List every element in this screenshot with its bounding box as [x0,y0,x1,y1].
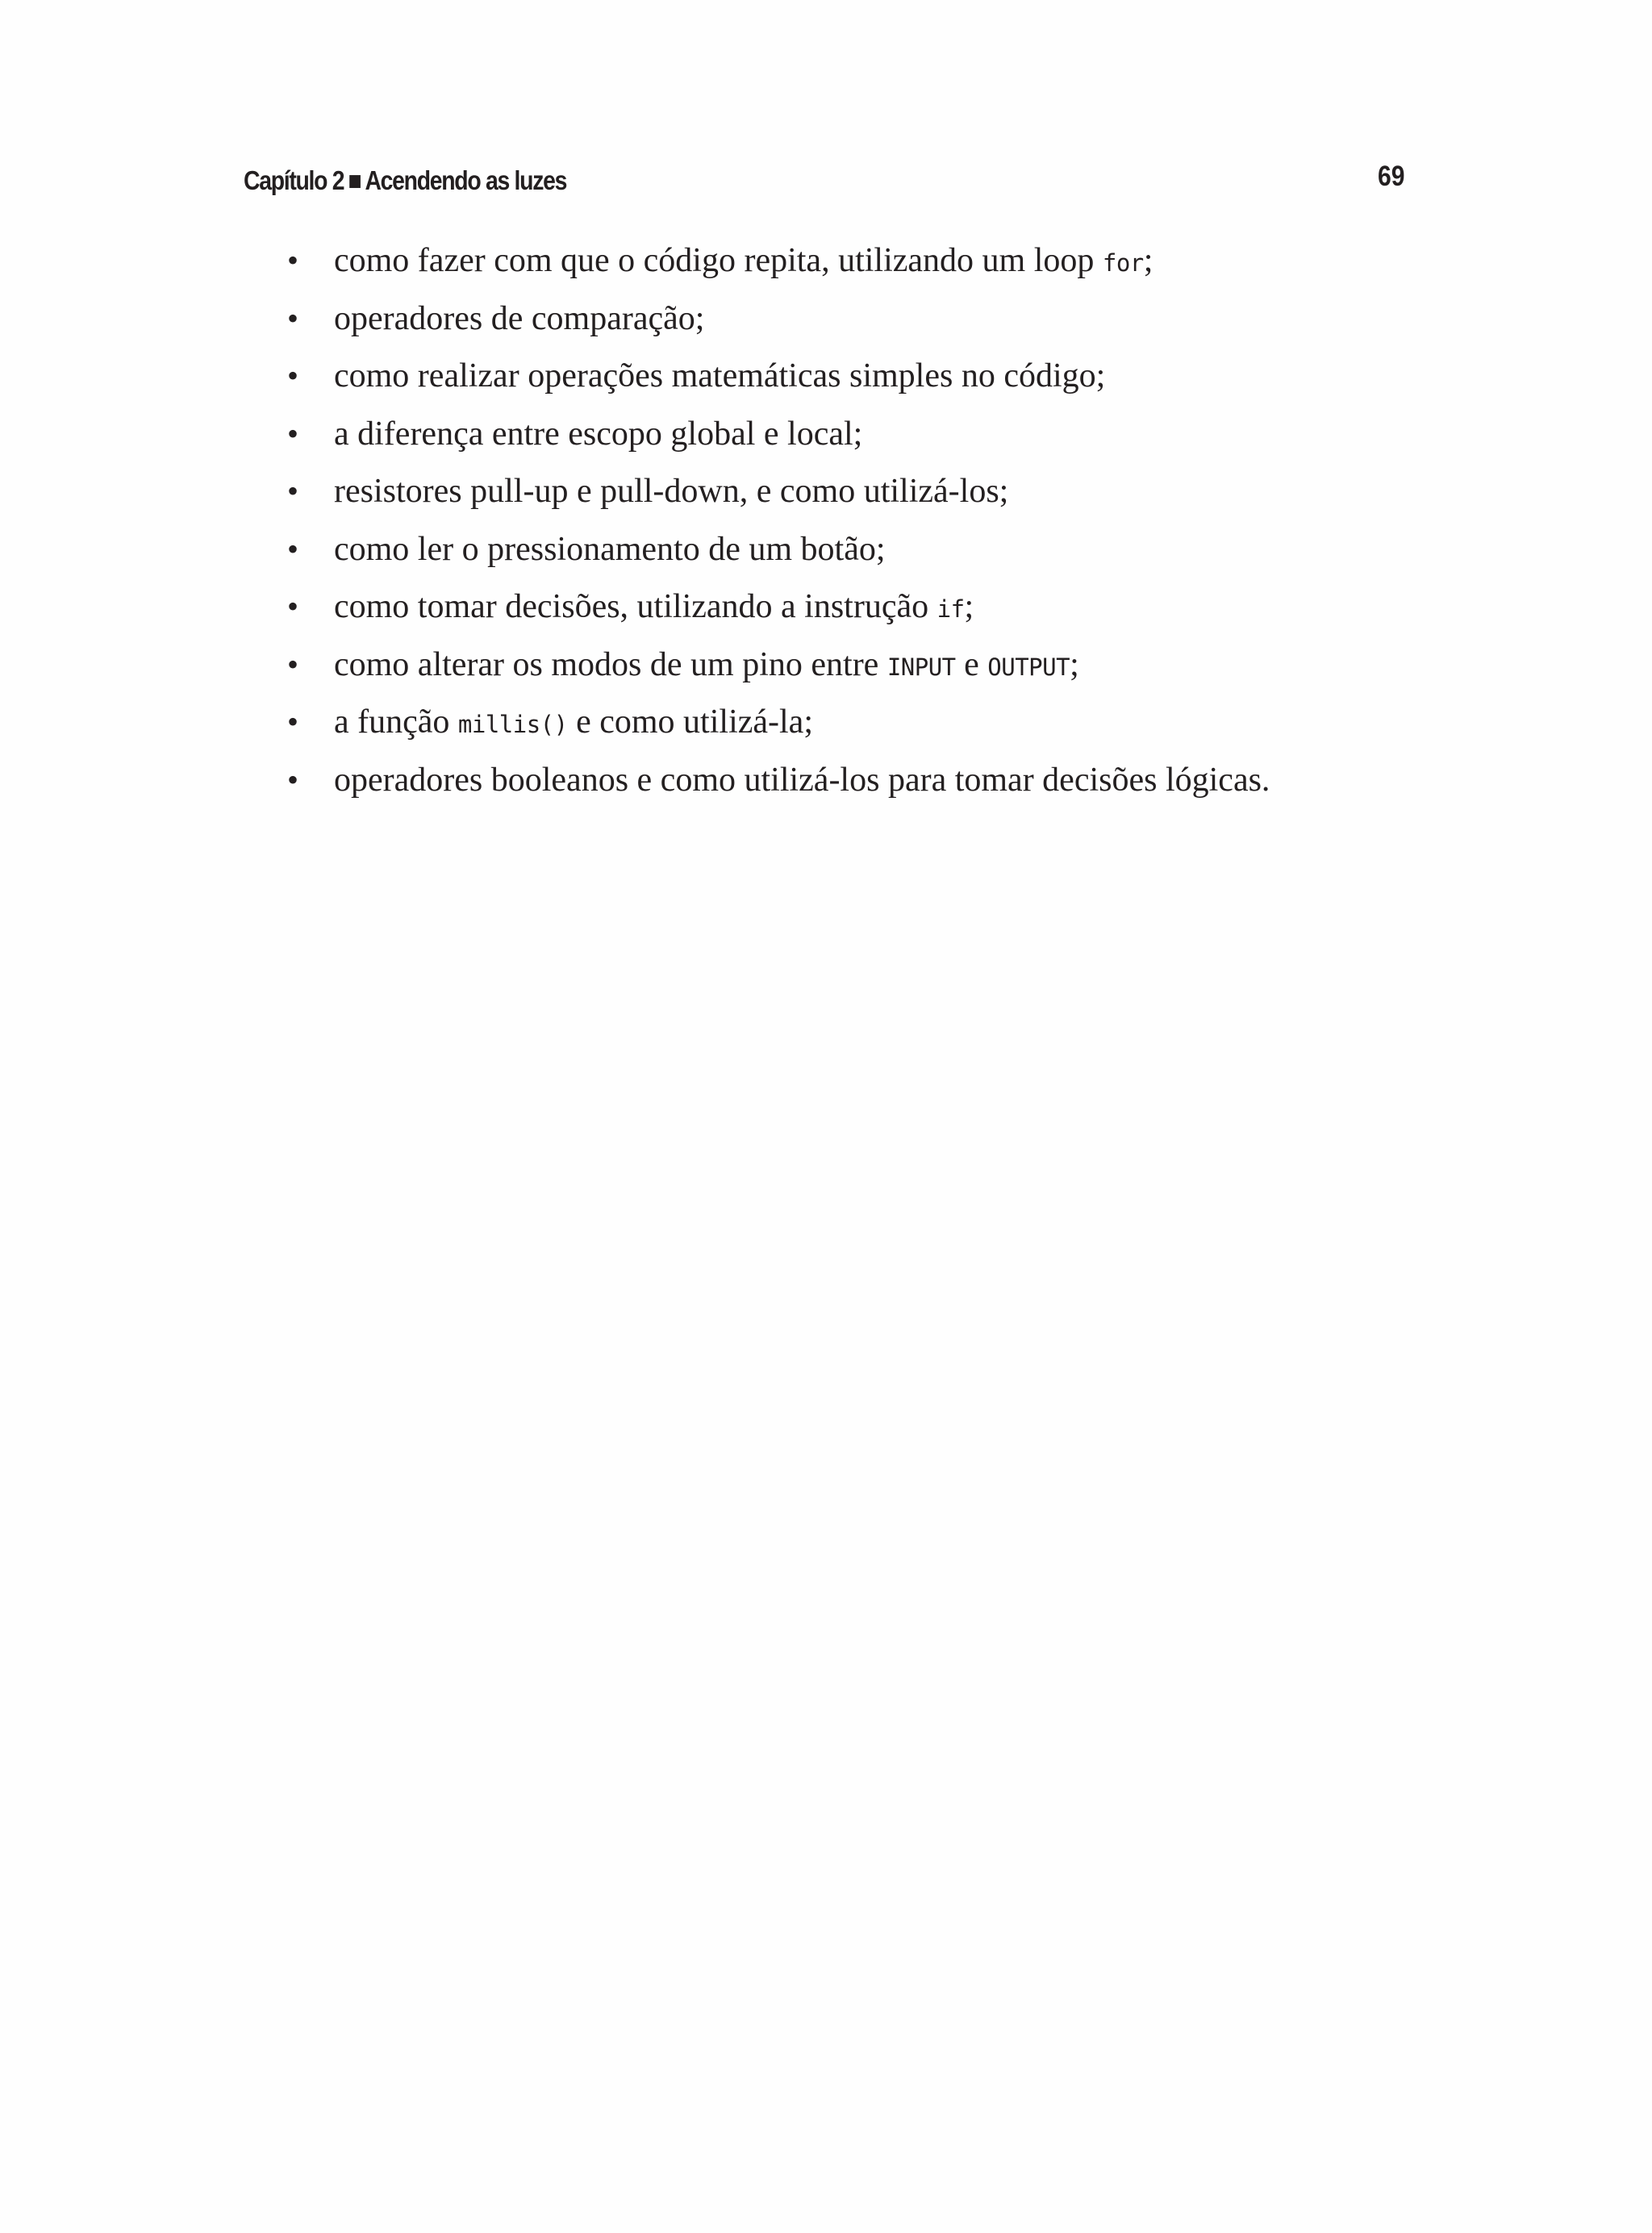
inline-code: if [937,595,965,623]
list-item: • como tomar decisões, utilizando a instrução if; [287,580,1270,638]
bullet-icon: • [287,299,299,336]
bullet-icon: • [287,645,299,682]
list-item: • como ler o pressionamento de um botão; [287,523,1270,581]
list-item: • operadores booleanos e como utilizá-los para tomar decisões lógicas. [287,753,1270,812]
inline-code: INPUT [886,653,956,681]
chapter-label: Capítulo 2 [244,165,344,195]
bullet-icon: • [287,588,299,624]
running-head [244,165,566,196]
list-item: • a diferença entre escopo global e local; [287,407,1270,465]
inline-code: millis() [457,711,568,738]
topic-list [287,234,1270,811]
inline-code: for [1102,249,1144,277]
list-item: • como fazer com que o código repita, utilizando um loop for; [287,234,1270,292]
page-number: 69 [1378,161,1405,192]
bullet-icon: • [287,761,299,798]
square-separator-icon: ■ [348,165,361,195]
bullet-icon: • [287,473,299,509]
inline-code: OUTPUT [987,653,1070,681]
bullet-icon: • [287,242,299,278]
bullet-icon: • [287,415,299,452]
list-item: • a função millis() e como utilizá-la; [287,695,1270,753]
bullet-icon: • [287,703,299,740]
list-item: • como alterar os modos de um pino entre INPUT e OUTPUT; [287,638,1270,696]
bullet-icon: • [287,530,299,567]
chapter-title: Acendendo as luzes [365,165,567,195]
bullet-icon: • [287,357,299,394]
list-item: • resistores pull-up e pull-down, e como utilizá-los; [287,465,1270,523]
list-item: • como realizar operações matemáticas simples no código; [287,349,1270,407]
list-item: • operadores de comparação; [287,292,1270,350]
